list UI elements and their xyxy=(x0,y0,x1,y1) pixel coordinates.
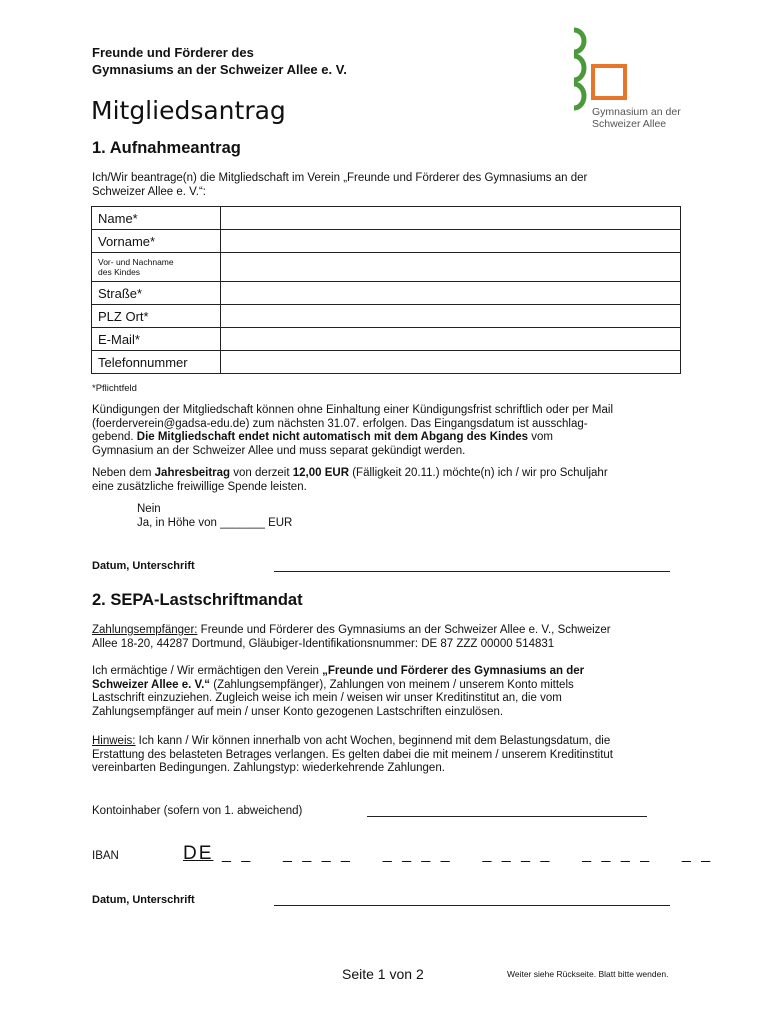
kuendigung-line-3 xyxy=(92,431,692,445)
erm-a: Ich ermächtige / Wir ermächtigen den Verein xyxy=(92,665,323,677)
erm-line-1 xyxy=(92,665,692,679)
row-name xyxy=(92,207,681,230)
option-ja[interactable]: Ja, in Höhe von _______ EUR xyxy=(137,517,293,529)
erm-c: Schweizer Allee e. V.“ xyxy=(92,678,211,691)
erm-line-2 xyxy=(92,679,692,693)
beitrag-c: von derzeit xyxy=(230,467,293,479)
label-kind xyxy=(92,253,221,282)
label-telefon: Telefonnummer xyxy=(92,351,221,374)
row-telefon xyxy=(92,351,681,374)
erm-line-4: Zahlungsempfänger auf mein / unser Konto gezogenen Lastschriften einzulösen. xyxy=(92,705,504,718)
empf-text-1: Freunde und Förderer des Gymnasiums an der Schweizer Allee e. V., Schweizer xyxy=(197,624,611,636)
row-strasse xyxy=(92,282,681,305)
kuendigung-line-2: (foerderverein@gadsa-edu.de) zum nächsten 31.07. erfolgen. Das Eingangsdatum ist ausschlag- xyxy=(92,417,588,430)
section-2-heading: 2. SEPA-Lastschriftmandat xyxy=(92,591,303,609)
hinweis-paragraph xyxy=(92,735,692,776)
beitrag-b: Jahresbeitrag xyxy=(154,467,231,479)
org-line-2: Gymnasiums an der Schweizer Allee e. V. xyxy=(92,62,347,77)
kuendigung-line-3b: Die Mitgliedschaft endet nicht automatisch mit dem Abgang des Kindes xyxy=(136,431,529,444)
logo-square xyxy=(593,66,625,98)
beitrag-e: (Fälligkeit 20.11.) möchte(n) ich / wir pro Schuljahr xyxy=(349,467,608,479)
turn-page-note: Weiter siehe Rückseite. Blatt bitte wenden. xyxy=(507,969,669,979)
beitrag-line-1 xyxy=(92,467,692,481)
input-name[interactable] xyxy=(221,207,681,230)
beitrag-paragraph xyxy=(92,467,692,494)
intro-line-2: Schweizer Allee e. V.“: xyxy=(92,185,206,198)
beitrag-d: 12,00 EUR xyxy=(292,467,350,479)
row-email xyxy=(92,328,681,351)
datum-unterschrift-label-2: Datum, Unterschrift xyxy=(92,894,195,906)
input-email[interactable] xyxy=(221,328,681,351)
logo-text xyxy=(592,106,681,130)
logo-arc-top xyxy=(574,30,584,52)
row-vorname xyxy=(92,230,681,253)
kuendigung-paragraph xyxy=(92,404,692,458)
input-kind[interactable] xyxy=(221,253,681,282)
label-kind-line-1: Vor- und Nachname xyxy=(98,257,174,267)
logo-text-line-1: Gymnasium an der xyxy=(592,106,681,118)
signature-line-2[interactable] xyxy=(274,905,670,906)
input-plz[interactable] xyxy=(221,305,681,328)
iban-input-slots[interactable]: _ _ _ _ _ _ _ _ _ _ _ _ _ _ _ _ _ _ _ _ xyxy=(222,846,714,863)
iban-country-prefix: DE xyxy=(183,843,214,864)
intro-line-1: Ich/Wir beantrage(n) die Mitgliedschaft im Verein „Freunde und Förderer des Gymnasiums an der xyxy=(92,172,588,184)
input-strasse[interactable] xyxy=(221,282,681,305)
pflichtfeld-note: *Pflichtfeld xyxy=(92,383,137,394)
logo-arc-middle xyxy=(574,56,584,80)
hinweis-line-2: Erstattung des belasteten Betrages verlangen. Es gelten dabei die mit meinem / unserem Kreditinstitut xyxy=(92,748,613,761)
hinweis-label: Hinweis: xyxy=(92,735,136,747)
input-telefon[interactable] xyxy=(221,351,681,374)
row-plz xyxy=(92,305,681,328)
datum-unterschrift-label-1: Datum, Unterschrift xyxy=(92,560,195,572)
page-number: Seite 1 von 2 xyxy=(342,966,424,982)
page-title: Mitgliedsantrag xyxy=(91,96,286,125)
kontoinhaber-line[interactable] xyxy=(367,816,647,817)
option-nein[interactable]: Nein xyxy=(137,503,161,515)
section-1-heading: 1. Aufnahmeantrag xyxy=(92,139,241,157)
section-1-intro xyxy=(92,172,692,199)
input-vorname[interactable] xyxy=(221,230,681,253)
organization-name xyxy=(92,44,347,78)
label-strasse: Straße* xyxy=(92,282,221,305)
org-line-1: Freunde und Förderer des xyxy=(92,45,254,60)
iban-label: IBAN xyxy=(92,850,119,862)
logo-text-line-2: Schweizer Allee xyxy=(592,118,667,130)
empf-line-2: Allee 18-20, 44287 Dortmund, Gläubiger-Identifikationsnummer: DE 87 ZZZ 00000 514831 xyxy=(92,637,555,650)
erm-d: (Zahlungsempfänger), Zahlungen von meinem / unserem Konto mittels xyxy=(210,678,574,691)
kuendigung-line-4: Gymnasium an der Schweizer Allee und muss separat gekündigt werden. xyxy=(92,444,466,457)
kuendigung-line-3a: gebend. xyxy=(92,431,137,444)
logo-arc-bottom xyxy=(574,84,584,108)
hinweis-text-1: Ich kann / Wir können innerhalb von acht Wochen, beginnend mit dem Belastungsdatum, die xyxy=(135,735,611,747)
hinweis-line-1 xyxy=(92,735,692,749)
signature-line-1[interactable] xyxy=(274,571,670,572)
beitrag-line-2: eine zusätzliche freiwillige Spende leisten. xyxy=(92,480,307,493)
empf-line-1 xyxy=(92,624,692,638)
hinweis-line-3: vereinbarten Bedingungen. Zahlungstyp: wiederkehrende Zahlungen. xyxy=(92,762,445,775)
ermaechtigung-paragraph xyxy=(92,665,692,719)
membership-form-table xyxy=(91,206,681,374)
beitrag-a: Neben dem xyxy=(92,467,155,479)
label-email: E-Mail* xyxy=(92,328,221,351)
erm-b: „Freunde und Förderer des Gymnasiums an der xyxy=(322,665,585,677)
row-kind xyxy=(92,253,681,282)
label-kind-line-2: des Kindes xyxy=(98,267,141,277)
erm-line-3: Lastschrift einzuziehen. Zugleich weise ich mein / weisen wir unser Kreditinstitut an, die vom xyxy=(92,692,562,705)
kuendigung-line-3c: vom xyxy=(528,431,553,444)
label-plz: PLZ Ort* xyxy=(92,305,221,328)
kontoinhaber-label: Kontoinhaber (sofern von 1. abweichend) xyxy=(92,805,303,817)
label-name: Name* xyxy=(92,207,221,230)
kuendigung-line-1: Kündigungen der Mitgliedschaft können ohne Einhaltung einer Kündigungsfrist schriftlich oder per Mail xyxy=(92,404,614,416)
empf-label: Zahlungsempfänger: xyxy=(92,624,198,636)
label-vorname: Vorname* xyxy=(92,230,221,253)
zahlungsempfaenger-paragraph xyxy=(92,624,692,651)
